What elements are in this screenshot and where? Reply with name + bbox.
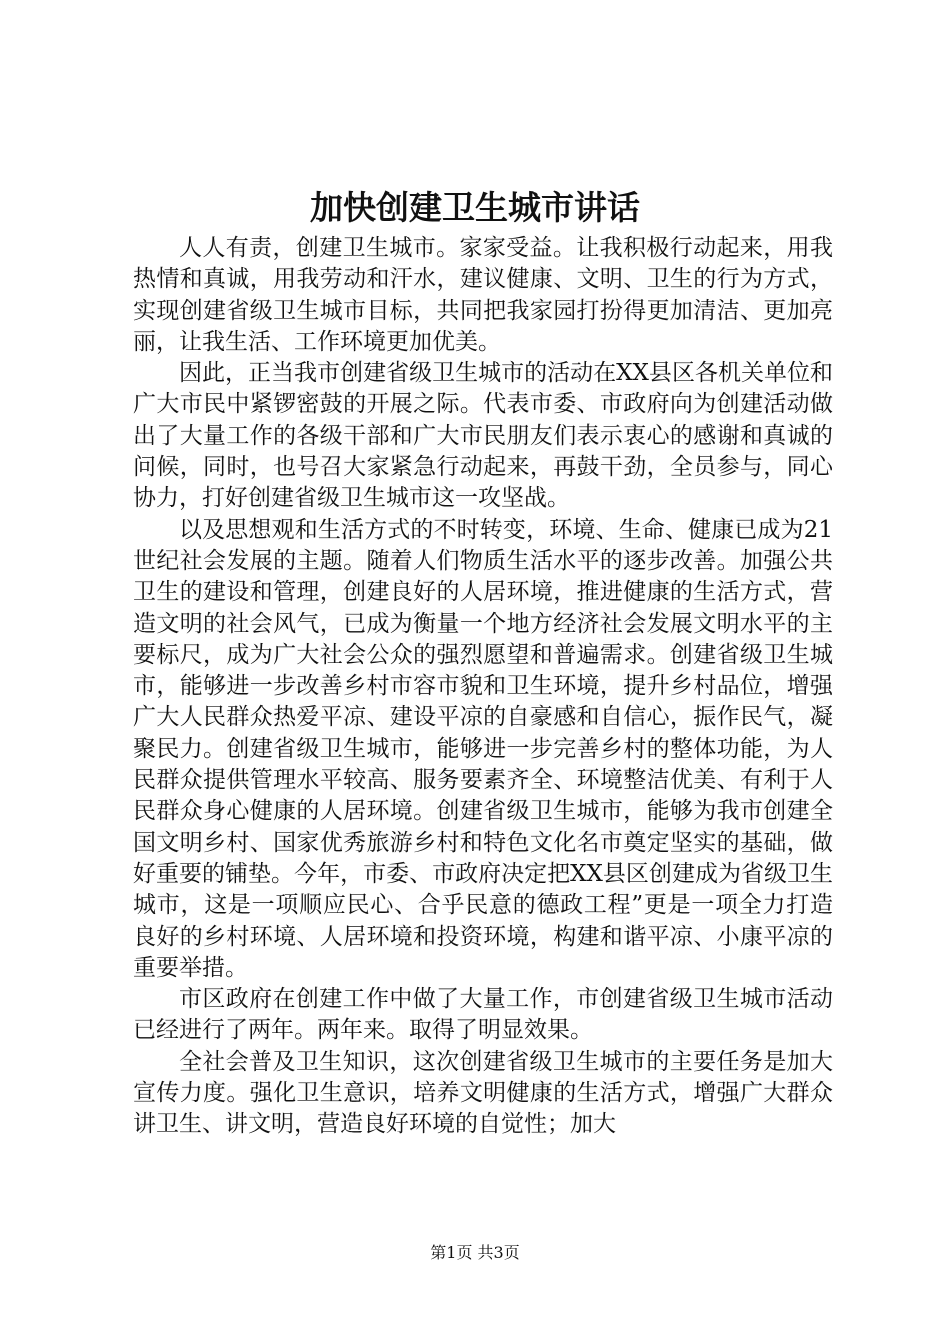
page-footer: 第1页 共3页 — [430, 1243, 520, 1262]
document-title: 加快创建卫生城市讲话 — [310, 188, 640, 227]
paragraph-4: 市区政府在创建工作中做了大量工作，市创建省级卫生城市活动已经进行了两年。两年来。取得了明显效果。 — [133, 986, 833, 1044]
paragraph-3: 以及思想观和生活方式的不时转变，环境、生命、健康已成为21世纪社会发展的主题。随着人们物质生活水平的逐步改善。加强公共卫生的建设和管理，创建良好的人居环境，推进健康的生活方式，营造文明的社会风气，已成为衡量一个地方经济社会发展文明水平的主要标尺，成为广大社会公众的强烈愿望和普遍需求。创建省级卫生城市，能够进一步改善乡村市容市貌和卫生环境，提升乡村品位，增强广大人民群众热爱平凉、建设平凉的自豪感和自信心，振作民气，凝聚民力。创建省级卫生城市，能够进一步完善乡村的整体功能，为人民群众提供管理水平较高、服务要素齐全、环境整洁优美、有利于人民群众身心健康的人居环境。创建省级卫生城市，能够为我市创建全国文明乡村、国家优秀旅游乡村和特色文化名市奠定坚实的基础，做好重要的铺垫。今年，市委、市政府决定把XX县区创建成为省级卫生城市，这是一项顺应民心、合乎民意的德政工程”更是一项全力打造良好的乡村环境、人居环境和投资环境，构建和谐平凉、小康平凉的重要举措。 — [133, 516, 833, 981]
paragraph-1: 人人有责，创建卫生城市。家家受益。让我积极行动起来，用我热情和真诚，用我劳动和汗水，建议健康、文明、卫生的行为方式，实现创建省级卫生城市目标，共同把我家园打扮得更加清洁、更加亮丽，让我生活、工作环境更加优美。 — [133, 235, 833, 355]
paragraph-2: 因此，正当我市创建省级卫生城市的活动在XX县区各机关单位和广大市民中紧锣密鼓的开展之际。代表市委、市政府向为创建活动做出了大量工作的各级干部和广大市民朋友们表示衷心的感谢和真诚的问候，同时，也号召大家紧急行动起来，再鼓干劲，全员参与，同心协力，打好创建省级卫生城市这一攻坚战。 — [133, 360, 833, 512]
document-body — [133, 233, 833, 1141]
paragraph-5: 全社会普及卫生知识，这次创建省级卫生城市的主要任务是加大宣传力度。强化卫生意识，培养文明健康的生活方式，增强广大群众讲卫生、讲文明，营造良好环境的自觉性；加大 — [133, 1048, 833, 1138]
